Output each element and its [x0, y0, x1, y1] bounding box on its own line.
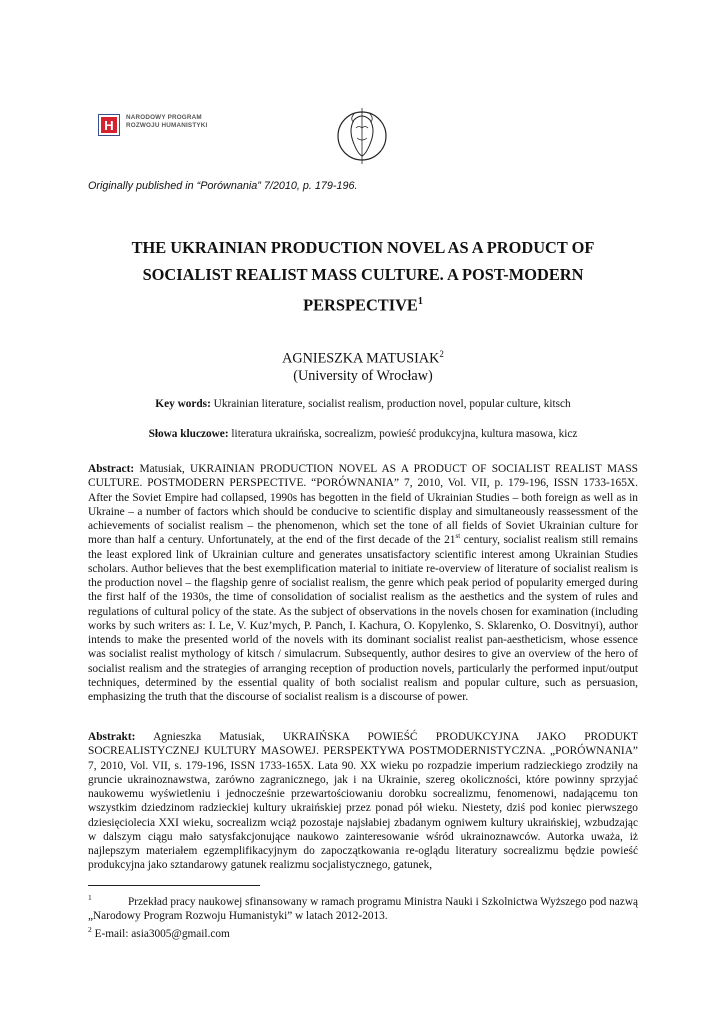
keywords-label: Key words: [155, 398, 211, 410]
slowa-text: literatura ukraińska, socrealizm, powieść produkcyjna, kultura masowa, kicz [228, 428, 578, 440]
footnote-1 [88, 891, 638, 923]
title-line-1: THE UKRAINIAN PRODUCTION NOVEL AS A PRODUCT OF [131, 238, 595, 257]
keywords [88, 398, 638, 410]
npr-logo-letter: H [104, 118, 114, 133]
footnote-2 [88, 923, 638, 941]
title-line-3: PERSPECTIVE [303, 295, 418, 315]
author-block [88, 346, 638, 385]
footnote-divider [88, 885, 260, 886]
npr-logo [88, 78, 258, 168]
abstract-english [88, 462, 638, 704]
abstract-polish [88, 730, 638, 873]
npr-logo-line2: ROZWOJU HUMANISTYKI [126, 122, 208, 129]
abstract-superscript: st [455, 532, 461, 541]
title-line-2: SOCIALIST REALIST MASS CULTURE. A POST-MODERN [142, 265, 584, 284]
footnote-1-mark: 1 [88, 893, 92, 902]
abstract-label: Abstract: [88, 463, 135, 475]
author-footnote-ref[interactable]: 2 [439, 349, 444, 359]
footnote-2-text[interactable]: E-mail: asia3005@gmail.com [91, 927, 230, 940]
abstract-text-part1: Matusiak, UKRAINIAN PRODUCTION NOVEL AS A PRODUCT OF SOCIALIST REALIST MASS CULTURE. POSTMODERN PERSPECTIVE. “PORÓWNANIA” 7, 2010, Vol. VII, p. 179-196, ISSN 1733-165X. After the Soviet Empire had collapsed, 1990s has begotten in the field of Ukrainian Studies – both foreign as well as in Ukraine – a number of factors which should be conducive to scientific display and simultaneously reassessment of the achievements of socialist realism – the phenomenon, which set the tone of all fields of Soviet Ukrainian culture for more than half a century. Unfortunately, at the end of the first decade of the 21 [88, 463, 638, 547]
npr-logo-line1: NARODOWY PROGRAM [126, 114, 202, 121]
slowa-label: Słowa kluczowe: [148, 428, 229, 440]
abstract-text-part2: century, socialist realism still remains the least explored link of Ukrainian culture and generates unsatisfactory scientific interest among Ukrainian Studies scholars. Author believes that the best exemplification material to initiate re-overview of literature of socialist realism is the production novel – the flagship genre of socialist realism, the genre which peak period of popularity emerged during the first half of the 1930s, the time of consolidation of socialist realism as the aesthetics and the system of rules and regulations of cultural policy of the state. As the subject of observations in the novels chosen for examination (including works by such writers as: I. Le, V. Kuz’mych, P. Panch, I. Kachura, O. Kopylenko, S. Sklarenko, O. Dosvitnyi), author intends to make the presented world of the novels with its dominant socialist realist pan-aestheticism, whose essence was socialist realist mythology of kitsch / simulacrum. Subsequently, author desires to give an overview of the hero of socialist realism and the strategies of arranging reception of production novels, particularly the performed input/output techniques, determined by the essential quality of both socialist realism and popular culture, such as persuasion, emphasizing the truth that the discourse of socialist realism is a discourse of power. [88, 534, 638, 703]
title-footnote-ref[interactable]: 1 [417, 296, 423, 307]
porownania-emblem-icon [332, 100, 392, 172]
paper-title [88, 234, 638, 318]
footnotes [88, 891, 638, 941]
npr-logo-icon [98, 114, 120, 136]
footnote-2-mark: 2 [88, 924, 92, 934]
publication-note: Originally published in “Porównania” 7/2010, p. 179-196. [88, 180, 358, 192]
author-affiliation: (University of Wrocław) [293, 367, 433, 384]
abstrakt-text: Agnieszka Matusiak, UKRAIŃSKA POWIEŚĆ PRODUKCYJNA JAKO PRODUKT SOCREALISTYCZNEJ KULTURY MASOWEJ. PERSPEKTYWA POSTMODERNISTYCZNA. „PORÓWNANIA” 7, 2010, Vol. VII, s. 179-196, ISSN 1733-165X. Lata 90. XX wieku po rozpadzie imperium radzieckiego zrodziły na gruncie ukrainoznawstwa, zarówno zagranicznego, jak i na Ukrainie, szereg okoliczności, które powinny sprzyjać naukowemu wyświetleniu i jednocześnie przewartościowaniu dorobku socrealizmu, fenomenowi, nadającemu ton wszystkim dziedzinom radzieckiej kultury ukraińskiej przez ponad pół wieku. Niestety, dziś pod koniec pierwszego dziesięciolecia XXI wieku, socrealizm wciąż pozostaje najsłabiej zbadanym ogniwem kultury ukraińskiej, wzbudzając w dalszym ciągu mało satysfakcjonujące naukowo zainteresowanie wśród ukrainoznawców. Autorka uważa, iż najlepszym materiałem egzemplifikacyjnym do zapoczątkowania re-oglądu literatury socrealizmu będzie powieść produkcyjna jako sztandarowy gatunek realizmu socjalistycznego, gatunek, [88, 731, 638, 872]
keywords-text: Ukrainian literature, socialist realism, production novel, popular culture, kitsch [210, 398, 571, 410]
slowa-kluczowe [88, 428, 638, 440]
author-name: AGNIESZKA MATUSIAK [282, 350, 440, 367]
abstrakt-label: Abstrakt: [88, 731, 136, 743]
footnote-1-text: Przekład pracy naukowej sfinansowany w ramach programu Ministra Nauki i Szkolnictwa Wyższego pod nazwą „Narodowy Program Rozwoju Humanistyki” w latach 2012-2013. [88, 895, 638, 922]
